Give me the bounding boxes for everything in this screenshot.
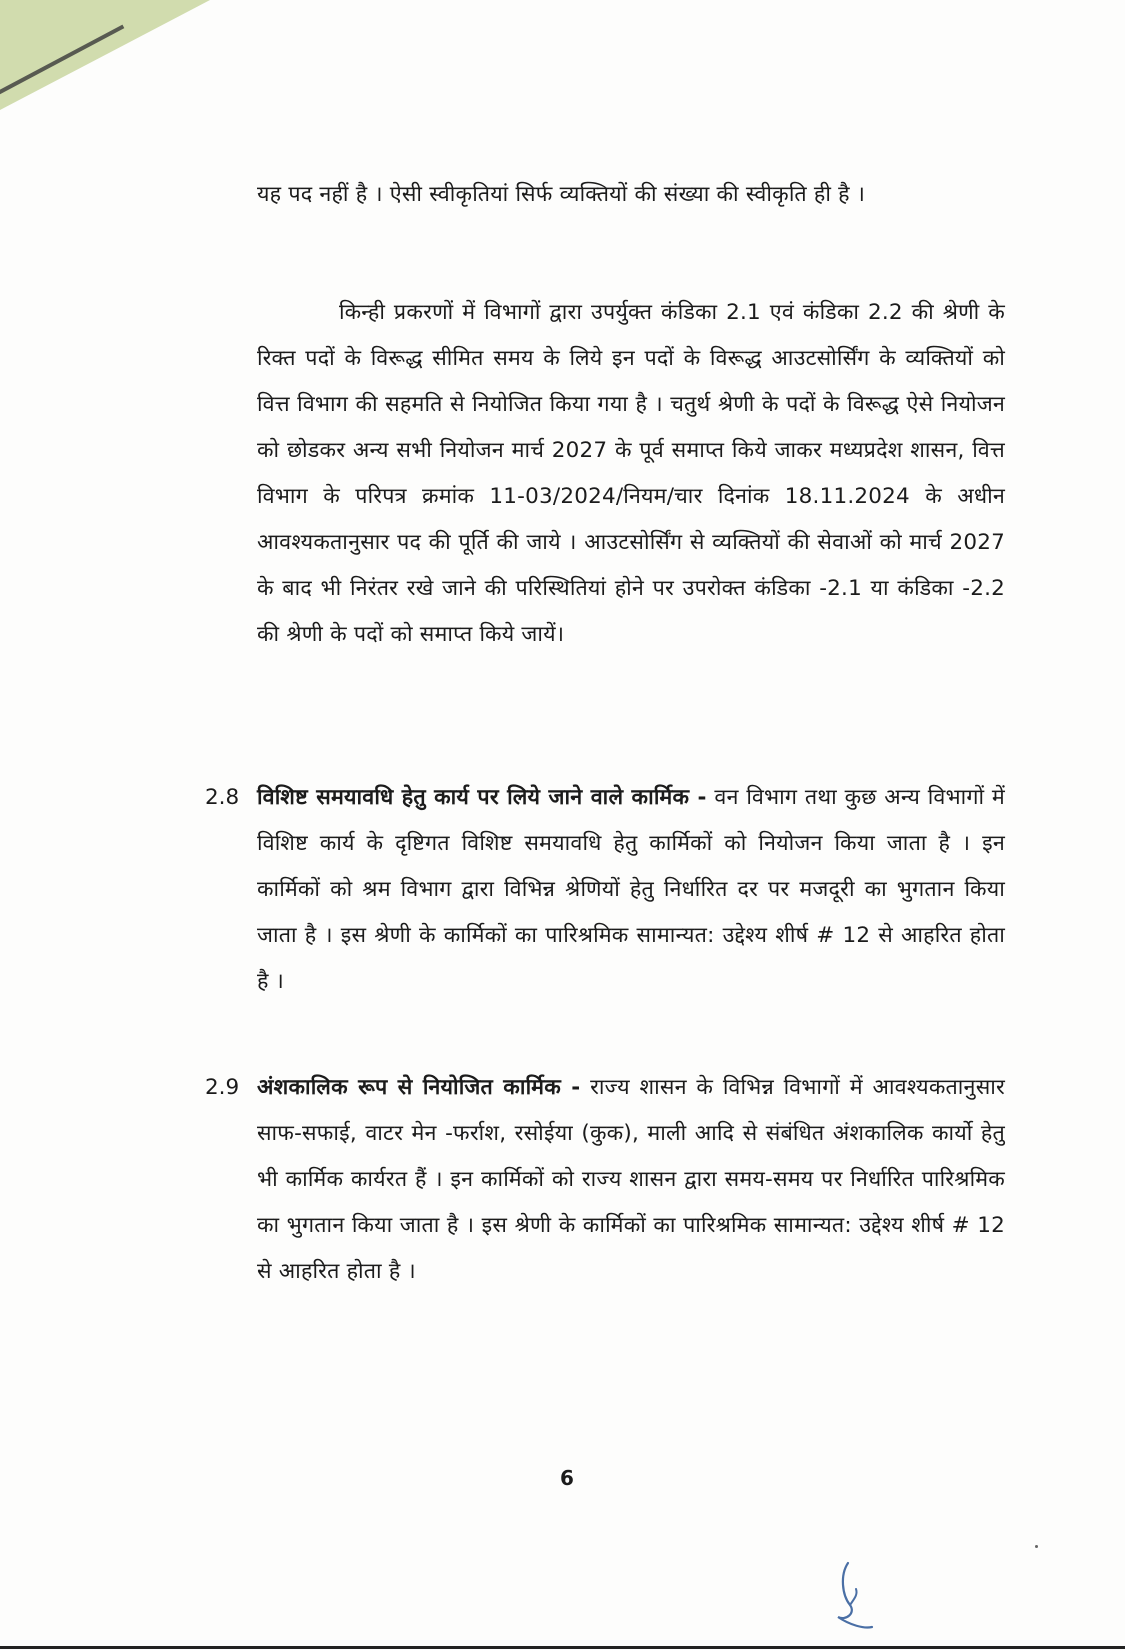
section-content (257, 1065, 1005, 1295)
section-number: 2.8 (205, 785, 240, 810)
section-heading: विशिष्ट समयावधि हेतु कार्य पर लिये जाने वाले कार्मिक - (257, 785, 707, 810)
page-number: 6 (560, 1466, 574, 1490)
paragraph-continuation: यह पद नहीं है । ऐसी स्वीकृतियां सिर्फ व्यक्तियों की संख्या की स्वीकृति ही है । (257, 182, 866, 207)
section-number: 2.9 (205, 1075, 240, 1100)
scan-speck (1035, 1545, 1038, 1548)
scan-corner-artifact (0, 0, 210, 110)
section-content (257, 775, 1005, 1005)
initials-signature-icon (820, 1555, 880, 1635)
paragraph-outsourcing: किन्ही प्रकरणों में विभागों द्वारा उपर्युक्त कंडिका 2.1 एवं कंडिका 2.2 की श्रेणी के रिक्त पदों के विरूद्ध सीमित समय के लिये इन पदों के विरूद्ध आउटसोर्सिंग के व्यक्तियों को वित्त विभाग की सहमति से नियोजित किया गया है । चतुर्थ श्रेणी के पदों के विरूद्ध ऐसे नियोजन को छोडकर अन्य सभी नियोजन मार्च 2027 के पूर्व समाप्त किये जाकर मध्यप्रदेश शासन, वित्त विभाग के परिपत्र क्रमांक 11-03/2024/नियम/चार दिनांक 18.11.2024 के अधीन आवश्यकतानुसार पद की पूर्ति की जाये । आउटसोर्सिंग से व्यक्तियों की सेवाओं को मार्च 2027 के बाद भी निरंतर रखे जाने की परिस्थितियां होने पर उपरोक्त कंडिका -2.1 या कंडिका -2.2 की श्रेणी के पदों को समाप्त किये जायें। (257, 300, 1005, 647)
section-text: राज्य शासन के विभिन्न विभागों में आवश्यकतानुसार साफ-सफाई, वाटर मेन -फर्राश, रसोईया (कुक), माली आदि से संबंधित अंशकालिक कार्यो हेतु भी कार्मिक कार्यरत हैं । इन कार्मिकों को राज्य शासन द्वारा समय-समय पर निर्धारित पारिश्रमिक का भुगतान किया जाता है । इस श्रेणी के कार्मिकों का पारिश्रमिक सामान्यत: उद्देश्य शीर्ष # 12 से आहरित होता है । (257, 1075, 1005, 1284)
bottom-edge-line (0, 1646, 1125, 1649)
section-heading: अंशकालिक रूप से नियोजित कार्मिक - (257, 1075, 581, 1100)
section-text: वन विभाग तथा कुछ अन्य विभागों में विशिष्ट कार्य के दृष्टिगत विशिष्ट समयावधि हेतु कार्मिकों को नियोजन किया जाता है । इन कार्मिकों को श्रम विभाग द्वारा विभिन्न श्रेणियों हेतु निर्धारित दर पर मजदूरी का भुगतान किया जाता है । इस श्रेणी के कार्मिकों का पारिश्रमिक सामान्यत: उद्देश्य शीर्ष # 12 से आहरित होता है । (257, 785, 1005, 994)
